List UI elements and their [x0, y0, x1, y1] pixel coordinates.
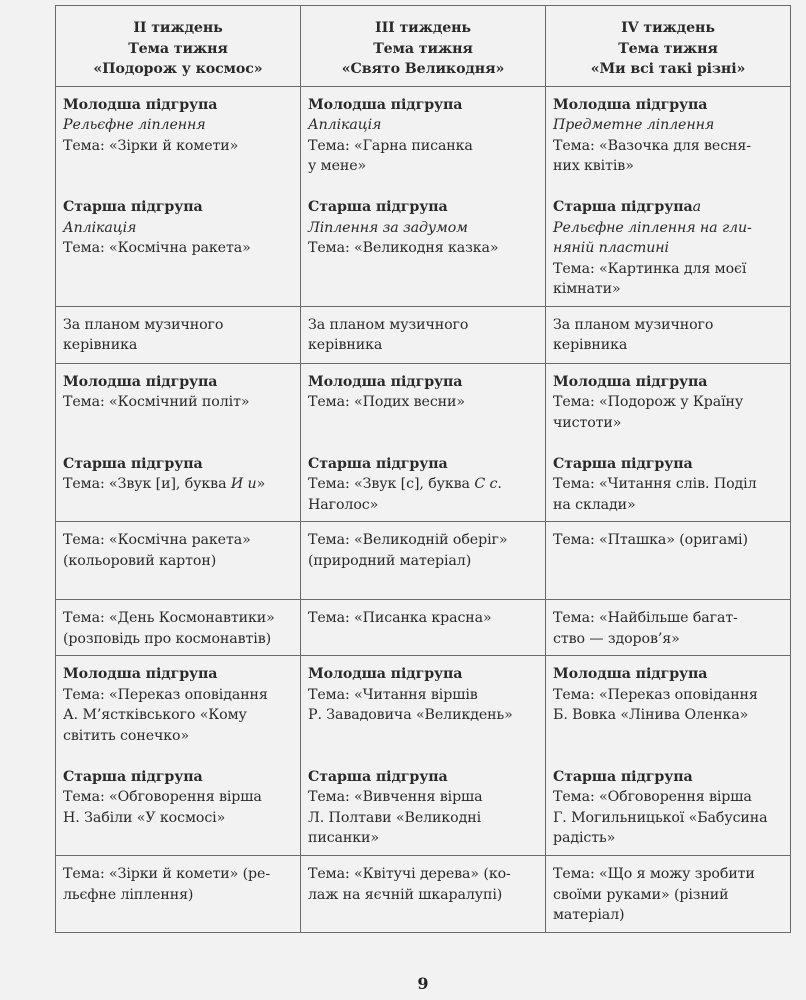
- activity-type: няній пластині: [553, 240, 669, 256]
- senior-group-label: Старша підгрупа: [308, 768, 448, 785]
- spacer: [308, 177, 538, 198]
- spacer: [553, 746, 783, 767]
- table-cell: [301, 522, 546, 600]
- topic: лаж на яєчній шкаралупі): [308, 886, 503, 903]
- table-cell: [56, 856, 301, 933]
- topic: матеріал): [553, 907, 625, 923]
- letter: С с: [474, 476, 498, 492]
- topic: Тема: «Гарна писанка: [308, 137, 473, 154]
- topic: Тема: «Зірки й комети»: [63, 137, 239, 154]
- topic: Тема: «Читання віршів: [308, 686, 478, 703]
- junior-group-label: Молодша підгрупа: [553, 373, 708, 390]
- table-cell: [56, 363, 301, 522]
- page-number: 9: [417, 974, 429, 993]
- activity-type: Ліплення за задумом: [308, 219, 468, 236]
- topic: Р. Завадовича «Великдень»: [308, 707, 513, 723]
- activity-type: Предметне ліплення: [553, 117, 715, 133]
- topic: Тема: «Читання слів. Поділ: [553, 476, 757, 492]
- header-week-4: [546, 6, 791, 87]
- topic: Тема: «Що я можу зробити: [553, 866, 755, 882]
- table-cell: [56, 522, 301, 600]
- label-suffix: а: [692, 199, 701, 215]
- topic: Тема: «Писанка красна»: [308, 610, 492, 626]
- topic: своїми руками» (різний: [553, 886, 729, 903]
- table-row-extra: [56, 856, 791, 933]
- spacer: [63, 156, 293, 177]
- senior-group-label-line: [553, 197, 783, 218]
- topic-line: [63, 474, 293, 495]
- spacer: [553, 726, 783, 747]
- topic-line: [308, 474, 538, 495]
- table-cell: [546, 306, 791, 363]
- cell-text: керівника: [553, 337, 628, 353]
- theme-label: Тема тижня: [373, 40, 473, 57]
- table-row-craft: [56, 522, 791, 600]
- topic-end: .: [497, 476, 502, 492]
- junior-group-label: Молодша підгрупа: [63, 96, 218, 113]
- topic: Тема: «Космічна ракета»: [63, 532, 251, 548]
- spacer: [63, 433, 293, 454]
- topic: у мене»: [308, 158, 367, 174]
- topic: Тема: «Подорож у Країну: [553, 394, 744, 410]
- senior-group-label: Старша підгрупа: [553, 768, 693, 785]
- table-cell: [56, 656, 301, 856]
- table-row-music: [56, 306, 791, 363]
- topic: Л. Полтави «Великодні: [308, 809, 482, 826]
- senior-group-label: Старша підгрупа: [63, 768, 203, 785]
- topic: Тема: «Переказ оповідання: [63, 686, 268, 703]
- topic: льєфне ліплення): [63, 886, 194, 903]
- topic: писанки»: [308, 830, 379, 846]
- topic: Тема: «Звук [и], буква: [63, 476, 231, 492]
- table-cell: [301, 306, 546, 363]
- table-cell: [56, 600, 301, 656]
- topic-end: »: [256, 476, 266, 492]
- topic: кімнати»: [553, 281, 621, 297]
- topic: Н. Забіли «У космосі»: [63, 809, 226, 826]
- topic: Тема: «Зірки й комети» (ре-: [63, 866, 271, 882]
- activity-type: Рельєфне ліплення: [63, 117, 206, 133]
- senior-group-label: Старша підгрупа: [553, 199, 693, 215]
- cell-text: За планом музичного: [63, 316, 224, 333]
- table-row-literacy: [56, 363, 791, 522]
- table-cell: [301, 363, 546, 522]
- junior-group-label: Молодша підгрупа: [308, 666, 463, 682]
- senior-group-label: Старша підгрупа: [63, 199, 203, 215]
- topic: Тема: «Великодня казка»: [308, 240, 499, 256]
- week-theme: «Ми всі такі різні»: [590, 61, 746, 77]
- week-label: II тиждень: [133, 20, 223, 36]
- table-row-art: [56, 86, 791, 306]
- senior-group-label: Старша підгрупа: [553, 455, 693, 472]
- topic: Тема: «Картинка для моєї: [553, 260, 747, 277]
- week-label: III тиждень: [375, 20, 471, 36]
- topic: Тема: «День Космонавтики»: [63, 610, 275, 626]
- topic: Тема: «Космічний політ»: [63, 394, 250, 410]
- topic: Тема: «Обговорення вірша: [63, 789, 262, 805]
- cell-text: керівника: [63, 337, 138, 353]
- topic: Тема: «Великодній оберіг»: [308, 532, 508, 548]
- cell-text: За планом музичного: [308, 316, 469, 333]
- topic: Тема: «Вивчення вірша: [308, 789, 483, 805]
- junior-group-label: Молодша підгрупа: [308, 96, 463, 113]
- topic: Тема: «Космічна ракета»: [63, 240, 251, 256]
- junior-group-label: Молодша підгрупа: [63, 666, 218, 682]
- spacer: [63, 413, 293, 434]
- spacer: [553, 177, 783, 198]
- junior-group-label: Молодша підгрупа: [553, 96, 708, 113]
- table-cell: [56, 306, 301, 363]
- week-theme: «Свято Великодня»: [341, 61, 505, 77]
- table-cell: [546, 522, 791, 600]
- topic: чистоти»: [553, 414, 622, 431]
- weekly-plan-table: [55, 5, 791, 933]
- material: (природний матеріал): [308, 552, 472, 569]
- table-cell: [546, 656, 791, 856]
- topic: радість»: [553, 830, 616, 846]
- theme-label: Тема тижня: [128, 40, 228, 57]
- table-cell: [301, 86, 546, 306]
- cell-text: За планом музичного: [553, 316, 714, 333]
- table-cell: [546, 363, 791, 522]
- topic: Тема: «Обговорення вірша: [553, 789, 752, 805]
- table-row-talk: [56, 600, 791, 656]
- topic: А. М’ястківського «Кому: [63, 707, 247, 723]
- junior-group-label: Молодша підгрупа: [63, 373, 218, 390]
- topic: Тема: «Пташка» (оригамі): [553, 532, 748, 548]
- senior-group-label: Старша підгрупа: [308, 199, 448, 215]
- table-cell: [56, 86, 301, 306]
- topic: Тема: «Переказ оповідання: [553, 686, 758, 703]
- activity-type: Аплікація: [308, 117, 382, 133]
- table-cell: [546, 600, 791, 656]
- spacer: [553, 433, 783, 454]
- week-label: IV тиждень: [621, 20, 715, 36]
- topic: (розповідь про космонавтів): [63, 630, 272, 647]
- spacer: [308, 433, 538, 454]
- table-header-row: [56, 6, 791, 87]
- theme-label: Тема тижня: [618, 40, 718, 57]
- spacer: [63, 746, 293, 767]
- senior-group-label: Старша підгрупа: [308, 455, 448, 472]
- table-cell: [546, 856, 791, 933]
- header-week-3: [301, 6, 546, 87]
- table-cell: [301, 656, 546, 856]
- topic: Наголос»: [308, 496, 379, 513]
- topic: Тема: «Вазочка для весня-: [553, 137, 751, 154]
- spacer: [308, 746, 538, 767]
- cell-text: керівника: [308, 337, 383, 353]
- topic: Тема: «Квітучі дерева» (ко-: [308, 866, 511, 882]
- letter: И и: [230, 476, 257, 492]
- spacer: [63, 177, 293, 198]
- spacer: [308, 726, 538, 747]
- spacer: [308, 413, 538, 434]
- senior-group-label: Старша підгрупа: [63, 455, 203, 472]
- topic: Б. Вовка «Лінива Оленка»: [553, 707, 749, 723]
- junior-group-label: Молодша підгрупа: [553, 666, 708, 682]
- material: (кольоровий картон): [63, 552, 217, 569]
- topic: на склади»: [553, 496, 636, 513]
- topic: Тема: «Найбільше багат-: [553, 610, 738, 626]
- topic: Тема: «Звук [с], буква: [308, 476, 475, 492]
- table-cell: [301, 600, 546, 656]
- week-theme: «Подорож у космос»: [93, 61, 263, 77]
- activity-type: Аплікація: [63, 219, 137, 236]
- topic: Тема: «Подих весни»: [308, 394, 465, 410]
- topic: світить сонечко»: [63, 727, 190, 744]
- header-week-2: [56, 6, 301, 87]
- table-cell: [546, 86, 791, 306]
- topic: них квітів»: [553, 158, 634, 174]
- activity-type: Рельєфне ліплення на гли-: [553, 219, 752, 236]
- topic: ство — здоров’я»: [553, 630, 680, 647]
- junior-group-label: Молодша підгрупа: [308, 373, 463, 390]
- table-row-reading: [56, 656, 791, 856]
- table-cell: [301, 856, 546, 933]
- topic: Г. Могильницької «Бабусина: [553, 809, 768, 826]
